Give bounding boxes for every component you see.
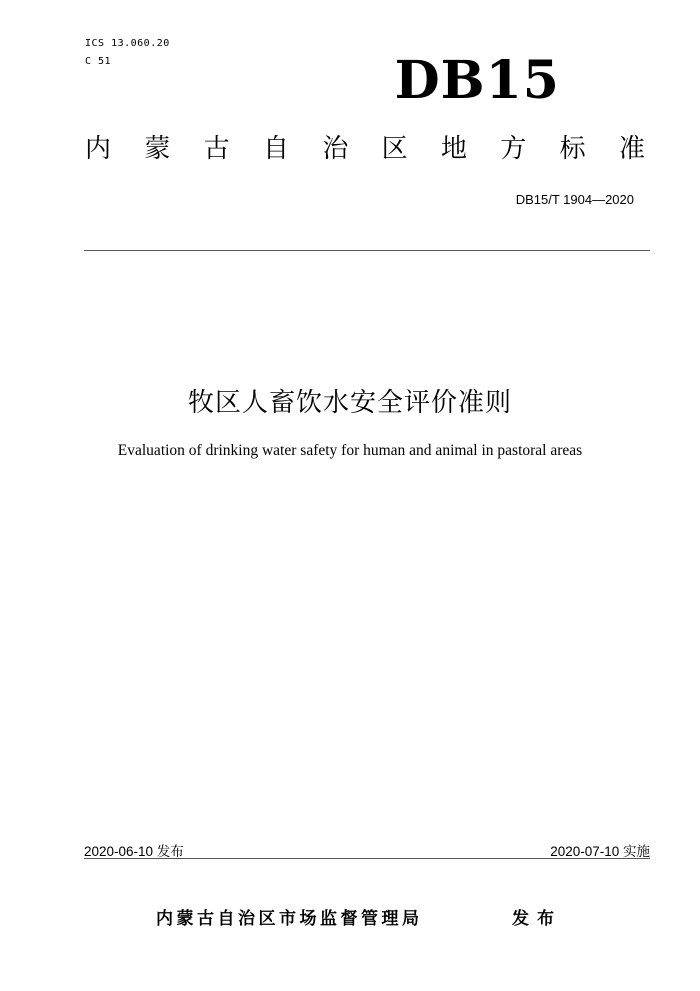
standard-number: DB15/T 1904—2020 [515,192,634,207]
authority-char: 地 [440,134,467,164]
english-title: Evaluation of drinking water safety for human and animal in pastoral areas [117,442,583,459]
authority-char: 古 [203,134,230,164]
ccs-code: C 51 [85,56,112,67]
authority-char: 方 [500,134,527,164]
chinese-title: 牧区人畜饮水安全评价准则 [187,388,512,418]
authority-char: 区 [381,134,408,164]
authority-char: 标 [559,134,586,164]
standard-code-logo: DB15 [394,50,560,111]
header-divider [84,250,650,251]
issuing-authority: 内蒙古自治区市场监督管理局 [156,909,423,929]
authority-char: 蒙 [144,134,171,164]
authority-char: 治 [322,134,349,164]
authority-title [85,136,645,162]
authority-char: 准 [618,134,645,164]
issue-label: 发布 [512,909,562,929]
authority-char: 内 [85,134,112,164]
ics-code: ICS 13.060.20 [85,38,170,49]
issue-date: 2020-06-10 发布 [84,844,184,859]
implementation-date: 2020-07-10 实施 [550,844,650,859]
footer-divider [84,858,650,859]
authority-char: 自 [262,134,289,164]
